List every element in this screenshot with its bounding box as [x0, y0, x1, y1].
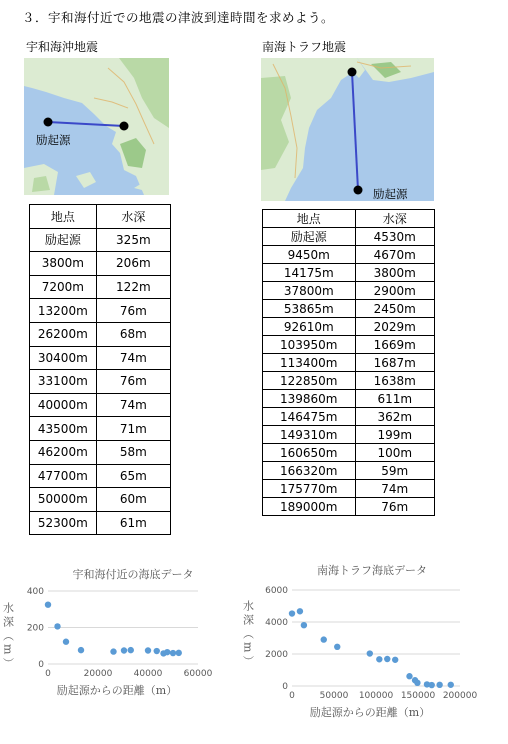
table-row: [263, 426, 435, 444]
nankai-scatter-chart: [240, 558, 508, 744]
cell-location: 122850m: [263, 372, 356, 390]
cell-location: 50000m: [30, 488, 97, 512]
table-row: [263, 246, 435, 264]
data-point: [367, 650, 373, 656]
header-location: 地点: [263, 210, 356, 228]
right-section-title: 南海トラフ地震: [262, 40, 347, 54]
cell-depth: 2029m: [355, 318, 434, 336]
cell-location: 14175m: [263, 264, 356, 282]
cell-depth: 60m: [96, 488, 170, 512]
table-row: [263, 336, 435, 354]
data-point: [321, 636, 327, 642]
cell-depth: 65m: [96, 464, 170, 488]
data-point: [45, 601, 51, 607]
data-point: [145, 647, 151, 653]
header-location: 地点: [30, 205, 97, 229]
cell-depth: 74m: [355, 480, 434, 498]
data-point: [289, 610, 295, 616]
cell-depth: 100m: [355, 444, 434, 462]
data-point: [429, 682, 435, 688]
cell-location: 160650m: [263, 444, 356, 462]
cell-location: 189000m: [263, 498, 356, 516]
y-tick-label: 0: [282, 682, 288, 692]
table-row: [263, 300, 435, 318]
cell-depth: 199m: [355, 426, 434, 444]
cell-location: 26200m: [30, 322, 97, 346]
data-point: [128, 647, 134, 653]
cell-depth: 1638m: [355, 372, 434, 390]
left-section-title: 宇和海沖地震: [26, 40, 99, 54]
table-row: [263, 282, 435, 300]
data-point: [54, 623, 60, 629]
table-row: [263, 498, 435, 516]
data-point: [376, 656, 382, 662]
chart-title: 宇和海付近の海底データ: [72, 568, 194, 581]
table-row: [263, 390, 435, 408]
data-point: [384, 656, 390, 662]
epicenter-marker: [354, 186, 363, 195]
chart-title: 南海トラフ海底データ: [317, 564, 427, 577]
table-row: [263, 228, 435, 246]
table-row: [30, 346, 171, 370]
data-point: [334, 644, 340, 650]
cell-location: 149310m: [263, 426, 356, 444]
data-point: [110, 648, 116, 654]
cell-location: 励起源: [30, 228, 97, 252]
y-axis-label: 水深（m）: [241, 600, 255, 670]
table-row: [263, 318, 435, 336]
cell-location: 30400m: [30, 346, 97, 370]
cell-depth: 76m: [96, 370, 170, 394]
cell-depth: 206m: [96, 252, 170, 276]
table-row: [263, 480, 435, 498]
data-point: [121, 647, 127, 653]
cell-depth: 61m: [96, 511, 170, 535]
table-row: [30, 464, 171, 488]
nankai-trough-map: [261, 58, 434, 201]
right-depth-table: [262, 209, 435, 516]
uwa-sea-map: [24, 58, 169, 195]
data-point: [170, 650, 176, 656]
right-map-source-label: 励起源: [373, 187, 408, 201]
data-point: [164, 649, 170, 655]
cell-location: 146475m: [263, 408, 356, 426]
cell-location: 166320m: [263, 462, 356, 480]
cell-location: 37800m: [263, 282, 356, 300]
data-point: [63, 639, 69, 645]
data-point: [436, 682, 442, 688]
cell-location: 52300m: [30, 511, 97, 535]
cell-location: 40000m: [30, 393, 97, 417]
data-point: [448, 682, 454, 688]
cell-depth: 362m: [355, 408, 434, 426]
cell-depth: 76m: [355, 498, 434, 516]
cell-location: 3800m: [30, 252, 97, 276]
table-header-row: [30, 205, 171, 229]
x-tick-label: 20000: [83, 669, 113, 679]
header-depth: 水深: [355, 210, 434, 228]
y-tick-label: 400: [26, 587, 44, 597]
x-tick-label: 0: [45, 669, 51, 679]
uwa-scatter-chart: [0, 558, 250, 744]
table-row: [30, 393, 171, 417]
y-tick-label: 4000: [265, 618, 288, 628]
cell-depth: 1669m: [355, 336, 434, 354]
cell-depth: 1687m: [355, 354, 434, 372]
left-depth-table: [29, 204, 171, 535]
cell-location: 53865m: [263, 300, 356, 318]
cell-depth: 71m: [96, 417, 170, 441]
y-tick-label: 200: [26, 623, 44, 634]
data-point: [392, 657, 398, 663]
cell-location: 103950m: [263, 336, 356, 354]
x-axis-label: 励起源からの距離（m）: [56, 684, 178, 697]
table-row: [263, 462, 435, 480]
table-row: [30, 370, 171, 394]
cell-location: 175770m: [263, 480, 356, 498]
cell-depth: 68m: [96, 322, 170, 346]
data-point: [301, 622, 307, 628]
cell-depth: 4670m: [355, 246, 434, 264]
table-row: [263, 408, 435, 426]
y-tick-label: 6000: [265, 586, 288, 596]
table-row: [263, 354, 435, 372]
table-row: [263, 264, 435, 282]
data-point: [406, 673, 412, 679]
data-point: [78, 647, 84, 653]
table-row: [30, 252, 171, 276]
cell-depth: 4530m: [355, 228, 434, 246]
x-tick-label: 100000: [358, 691, 394, 701]
cell-depth: 76m: [96, 299, 170, 323]
cell-depth: 611m: [355, 390, 434, 408]
cell-location: 47700m: [30, 464, 97, 488]
table-row: [30, 440, 171, 464]
header-depth: 水深: [96, 205, 170, 229]
table-row: [30, 228, 171, 252]
data-point: [154, 648, 160, 654]
cell-depth: 3800m: [355, 264, 434, 282]
y-tick-label: 2000: [265, 650, 288, 660]
table-row: [30, 322, 171, 346]
table-row: [30, 275, 171, 299]
data-point: [297, 608, 303, 614]
x-tick-label: 150000: [400, 691, 436, 701]
coast-marker: [348, 68, 357, 77]
x-tick-label: 200000: [442, 691, 478, 701]
table-row: [263, 372, 435, 390]
cell-location: 113400m: [263, 354, 356, 372]
coast-marker: [120, 122, 129, 131]
cell-depth: 325m: [96, 228, 170, 252]
worksheet-heading: ３．宇和海付近での地震の津波到達時間を求めよう。: [22, 10, 335, 25]
cell-location: 139860m: [263, 390, 356, 408]
table-row: [30, 511, 171, 535]
cell-depth: 2450m: [355, 300, 434, 318]
cell-depth: 122m: [96, 275, 170, 299]
cell-location: 7200m: [30, 275, 97, 299]
cell-location: 励起源: [263, 228, 356, 246]
cell-depth: 74m: [96, 393, 170, 417]
cell-location: 33100m: [30, 370, 97, 394]
cell-location: 92610m: [263, 318, 356, 336]
x-axis-label: 励起源からの距離（m）: [309, 706, 431, 719]
data-point: [414, 680, 420, 686]
y-axis-label: 水深（m）: [1, 602, 15, 672]
epicenter-marker: [44, 118, 53, 127]
cell-location: 46200m: [30, 440, 97, 464]
data-point: [176, 650, 182, 656]
cell-location: 43500m: [30, 417, 97, 441]
x-tick-label: 40000: [133, 669, 163, 679]
cell-depth: 2900m: [355, 282, 434, 300]
cell-location: 9450m: [263, 246, 356, 264]
table-row: [30, 488, 171, 512]
table-header-row: [263, 210, 435, 228]
left-map-source-label: 励起源: [36, 133, 71, 147]
table-row: [30, 299, 171, 323]
cell-depth: 74m: [96, 346, 170, 370]
y-tick-label: 0: [38, 660, 44, 670]
cell-location: 13200m: [30, 299, 97, 323]
table-row: [30, 417, 171, 441]
table-row: [263, 444, 435, 462]
x-tick-label: 0: [289, 691, 295, 701]
cell-depth: 59m: [355, 462, 434, 480]
cell-depth: 58m: [96, 440, 170, 464]
x-tick-label: 60000: [183, 669, 213, 679]
x-tick-label: 50000: [319, 691, 349, 701]
